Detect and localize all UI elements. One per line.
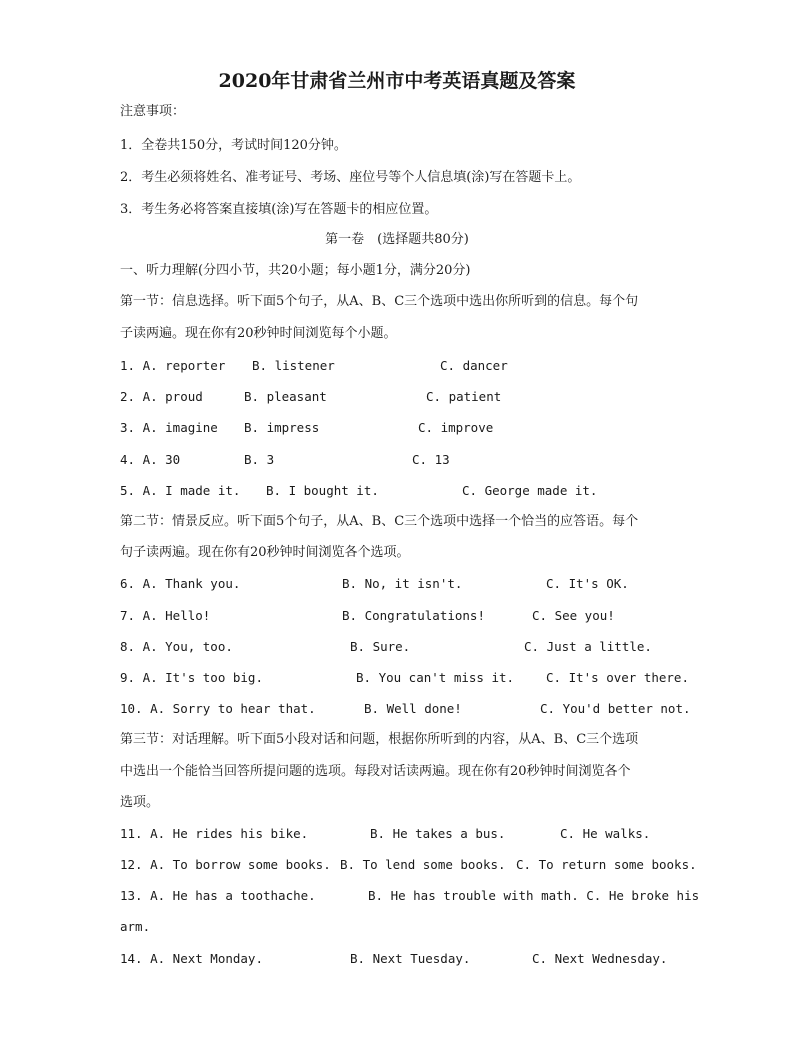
question-row (120, 576, 680, 592)
option-c: C. Next Wednesday. (532, 951, 668, 966)
question-row (120, 483, 680, 499)
question-row (120, 420, 680, 436)
notice-item: 3．考生务必将答案直接填(涂)写在答题卡的相应位置。 (120, 202, 438, 217)
option-b: B. No, it isn't. (342, 576, 463, 591)
option-c: C. You'd better not. (540, 701, 691, 716)
option-a: 2. A. proud (120, 389, 203, 404)
question-row (120, 452, 680, 468)
question-row (120, 608, 680, 624)
section-intro: 句子读两遍。现在你有20秒钟时间浏览各个选项。 (120, 545, 410, 560)
section-intro: 选项。 (120, 795, 160, 810)
section-intro: 子读两遍。现在你有20秒钟时间浏览每个小题。 (120, 326, 397, 341)
option-c: C. patient (426, 389, 502, 404)
option-a: 8. A. You, too. (120, 639, 233, 654)
option-a: 6. A. Thank you. (120, 576, 241, 591)
section-intro: 中选出一个能恰当回答所提问题的选项。每段对话读两遍。现在你有20秒钟时间浏览各个 (120, 764, 631, 779)
question-row (120, 951, 680, 967)
option-b: B. listener (252, 358, 335, 373)
notice-item: 1．全卷共150分，考试时间120分钟。 (120, 138, 347, 153)
section-intro: 第一节：信息选择。听下面5个句子，从A、B、C三个选项中选出你所听到的信息。每个句 (120, 294, 639, 309)
option-b: B. impress (244, 420, 320, 435)
option-c: C. He walks. (560, 826, 651, 841)
volume-heading: 第一卷 (选择题共80分) (325, 232, 469, 247)
option-a: 7. A. Hello! (120, 608, 211, 623)
option-c: C. improve (418, 420, 494, 435)
question-row (120, 358, 680, 374)
section-intro: 第二节：情景反应。听下面5个句子，从A、B、C三个选项中选择一个恰当的应答语。每个 (120, 514, 639, 529)
question-row (120, 888, 700, 904)
option-a: 13. A. He has a toothache. (120, 888, 316, 903)
option-c: C. dancer (440, 358, 508, 373)
option-c: C. George made it. (462, 483, 598, 498)
question-row (120, 389, 680, 405)
option-b: B. Congratulations! (342, 608, 485, 623)
part-heading: 一、听力理解(分四小节，共20小题；每小题1分，满分20分) (120, 263, 471, 278)
option-c: C. It's over there. (546, 670, 689, 685)
notice-item: 2．考生必须将姓名、准考证号、考场、座位号等个人信息填(涂)写在答题卡上。 (120, 170, 581, 185)
option-a: 12. A. To borrow some books. (120, 857, 331, 872)
option-a: arm. (120, 919, 151, 934)
notice-heading: 注意事项： (120, 104, 186, 119)
option-a: 9. A. It's too big. (120, 670, 263, 685)
option-c: C. 13 (412, 452, 450, 467)
option-a: 5. A. I made it. (120, 483, 241, 498)
option-a: 11. A. He rides his bike. (120, 826, 309, 841)
option-b: B. Next Tuesday. (350, 951, 471, 966)
option-a: 14. A. Next Monday. (120, 951, 263, 966)
question-row (120, 639, 680, 655)
question-row (120, 857, 697, 873)
page-title: 2020年甘肃省兰州市中考英语真题及答案 (218, 70, 576, 92)
option-b: B. pleasant (244, 389, 327, 404)
option-a: 4. A. 30 (120, 452, 181, 467)
option-a: 1. A. reporter (120, 358, 226, 373)
option-b: B. To lend some books. (340, 857, 506, 872)
option-b: B. Sure. (350, 639, 411, 654)
option-b: B. He takes a bus. (370, 826, 506, 841)
question-row (120, 919, 680, 935)
option-b: B. 3 (244, 452, 275, 467)
question-row (120, 826, 680, 842)
option-a: 3. A. imagine (120, 420, 218, 435)
section-intro: 第三节：对话理解。听下面5小段对话和问题，根据你所听到的内容，从A、B、C三个选项 (120, 732, 639, 747)
option-c: C. See you! (532, 608, 615, 623)
option-c: C. To return some books. (516, 857, 697, 872)
option-a: 10. A. Sorry to hear that. (120, 701, 316, 716)
question-row (120, 670, 689, 686)
option-b: B. Well done! (364, 701, 462, 716)
option-b: B. I bought it. (266, 483, 379, 498)
option-b: B. He has trouble with math. C. He broke his (368, 888, 700, 903)
option-c: C. Just a little. (524, 639, 652, 654)
option-b: B. You can't miss it. (356, 670, 515, 685)
question-row (120, 701, 691, 717)
option-c: C. It's OK. (546, 576, 629, 591)
